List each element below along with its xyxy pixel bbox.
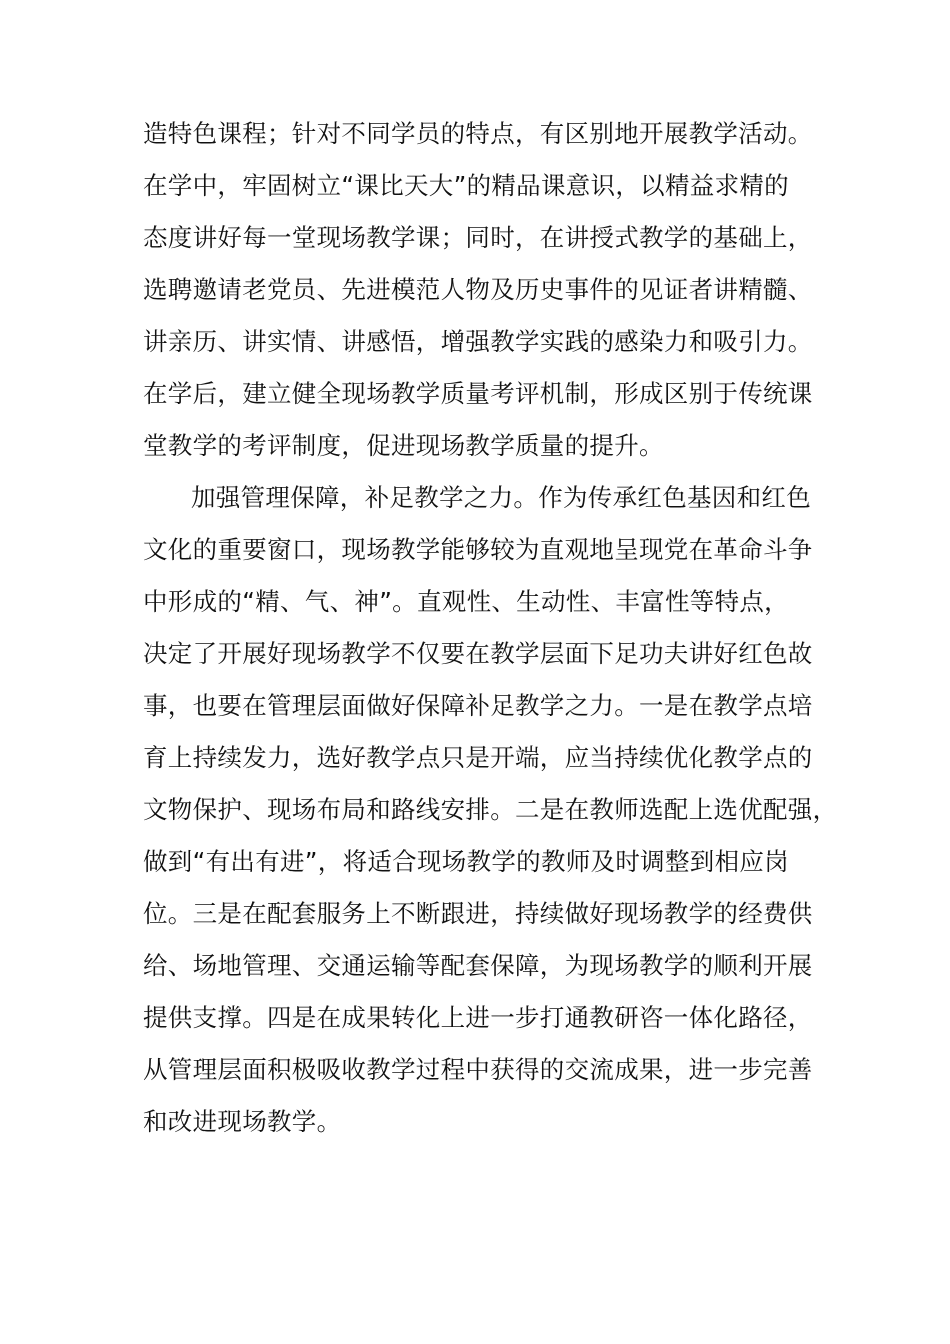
paragraph-line: 堂教学的考评制度，促进现场教学质量的提升。 <box>143 431 664 460</box>
paragraph-line: 选聘邀请老党员、先进模范人物及历史事件的见证者讲精髓、 <box>143 275 813 304</box>
paragraph-line: 文物保护、现场布局和路线安排。二是在教师选配上选优配强， <box>143 795 838 824</box>
paragraph-line: 决定了开展好现场教学不仅要在教学层面下足功夫讲好红色故 <box>143 639 813 668</box>
paragraph-line: 和改进现场教学。 <box>143 1107 342 1136</box>
paragraph-line: 提供支撑。四是在成果转化上进一步打通教研咨一体化路径， <box>143 1003 813 1032</box>
paragraph-line: 在学中，牢固树立“课比天大”的精品课意识，以精益求精的 <box>143 171 789 200</box>
paragraph-line: 育上持续发力，选好教学点只是开端，应当持续优化教学点的 <box>143 743 813 772</box>
paragraph-line: 做到“有出有进”，将适合现场教学的教师及时调整到相应岗 <box>143 847 789 876</box>
paragraph-2 <box>143 472 838 1148</box>
paragraph-line: 讲亲历、讲实情、讲感悟，增强教学实践的感染力和吸引力。 <box>143 327 813 356</box>
paragraph-line: 中形成的“精、气、神”。直观性、生动性、丰富性等特点， <box>143 587 789 616</box>
paragraph-line: 位。三是在配套服务上不断跟进，持续做好现场教学的经费供 <box>143 899 813 928</box>
paragraph-line: 事，也要在管理层面做好保障补足教学之力。一是在教学点培 <box>143 691 813 720</box>
paragraph-line: 造特色课程；针对不同学员的特点，有区别地开展教学活动。 <box>143 119 813 148</box>
paragraph-line: 给、场地管理、交通运输等配套保障，为现场教学的顺利开展 <box>143 951 813 980</box>
paragraph-line: 文化的重要窗口，现场教学能够较为直观地呈现党在革命斗争 <box>143 535 813 564</box>
paragraph-line: 态度讲好每一堂现场教学课；同时，在讲授式教学的基础上， <box>143 223 813 252</box>
paragraph-line: 从管理层面积极吸收教学过程中获得的交流成果，进一步完善 <box>143 1055 813 1084</box>
paragraph-1 <box>143 108 833 472</box>
document-body <box>143 108 838 1148</box>
paragraph-line: 在学后，建立健全现场教学质量考评机制，形成区别于传统课 <box>143 379 813 408</box>
paragraph-line: 加强管理保障，补足教学之力。作为传承红色基因和红色 <box>191 483 811 512</box>
